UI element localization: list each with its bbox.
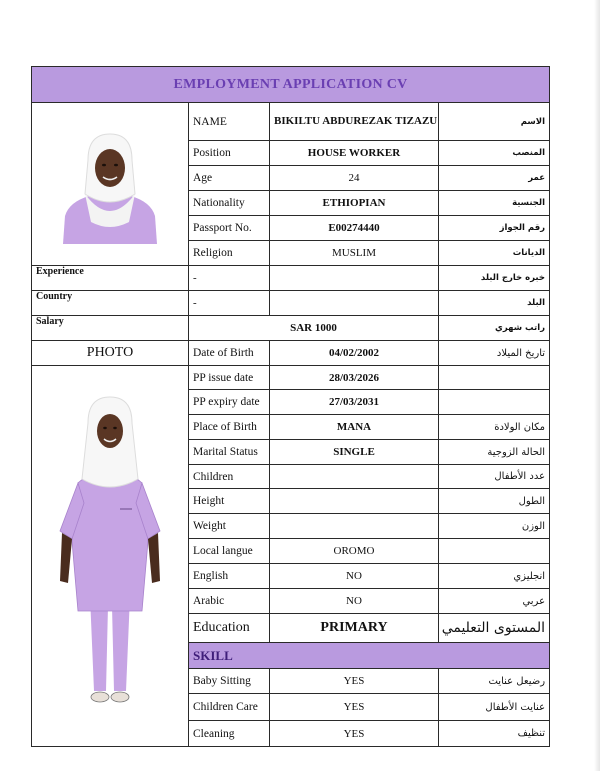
- skill-value-baby-sitting: YES: [270, 669, 439, 694]
- field-label-children: Children: [189, 465, 270, 489]
- field-arabic-dob: تاريخ الميلاد: [439, 341, 550, 366]
- full-body-image: [50, 391, 170, 721]
- field-value-arabic: NO: [270, 589, 439, 614]
- country-value: -: [189, 291, 270, 316]
- field-label-name: NAME: [189, 103, 270, 141]
- full-body-photo: [32, 366, 189, 747]
- experience-value: -: [189, 266, 270, 291]
- skill-label-baby-sitting: Baby Sitting: [189, 669, 270, 694]
- field-arabic-marital-status: الحالة الزوجية: [439, 440, 550, 465]
- salary-arabic: راتب شهري: [439, 316, 550, 341]
- field-value-religion: MUSLIM: [270, 241, 439, 266]
- skill-value-cleaning: YES: [270, 721, 439, 747]
- field-value-place-of-birth: MANA: [270, 415, 439, 440]
- field-arabic-pp-issue: [439, 366, 550, 390]
- field-value-marital-status: SINGLE: [270, 440, 439, 465]
- field-label-local-language: Local langue: [189, 539, 270, 564]
- field-value-pp-issue: 28/03/2026: [270, 366, 439, 390]
- field-value-pp-expiry: 27/03/2031: [270, 390, 439, 415]
- field-arabic-religion: الديانات: [439, 241, 550, 266]
- field-arabic-position: المنصب: [439, 141, 550, 166]
- field-label-nationality: Nationality: [189, 191, 270, 216]
- field-label-arabic: Arabic: [189, 589, 270, 614]
- skill-arabic-children-care: عنايت الأطفال: [439, 694, 550, 721]
- field-arabic-name: الاسم: [439, 103, 550, 141]
- field-arabic-arabic: عربي: [439, 589, 550, 614]
- headshot-photo: [32, 103, 189, 266]
- field-label-position: Position: [189, 141, 270, 166]
- field-label-pp-issue: PP issue date: [189, 366, 270, 390]
- field-label-age: Age: [189, 166, 270, 191]
- field-arabic-pp-expiry: [439, 390, 550, 415]
- field-arabic-place-of-birth: مكان الولادة: [439, 415, 550, 440]
- field-label-religion: Religion: [189, 241, 270, 266]
- skill-label-children-care: Children Care: [189, 694, 270, 721]
- field-value-children: [270, 465, 439, 489]
- country-label: Country: [32, 291, 189, 316]
- salary-label: Salary: [32, 316, 189, 341]
- field-arabic-height: الطول: [439, 489, 550, 514]
- field-value-age: 24: [270, 166, 439, 191]
- cv-title: EMPLOYMENT APPLICATION CV: [32, 67, 550, 103]
- field-value-nationality: ETHIOPIAN: [270, 191, 439, 216]
- headshot-image: [55, 124, 165, 244]
- field-label-height: Height: [189, 489, 270, 514]
- field-value-english: NO: [270, 564, 439, 589]
- salary-value: SAR 1000: [189, 316, 439, 341]
- experience-label: Experience: [32, 266, 189, 291]
- field-label-weight: Weight: [189, 514, 270, 539]
- skill-value-children-care: YES: [270, 694, 439, 721]
- cv-table: [31, 66, 550, 747]
- field-value-weight: [270, 514, 439, 539]
- field-label-place-of-birth: Place of Birth: [189, 415, 270, 440]
- experience-arabic: خبره خارج البلد: [439, 266, 550, 291]
- country-arabic: البلد: [439, 291, 550, 316]
- field-arabic-nationality: الجنسية: [439, 191, 550, 216]
- skill-arabic-baby-sitting: رضيعل عنايت: [439, 669, 550, 694]
- skill-arabic-cleaning: تنظيف: [439, 721, 550, 747]
- field-value-education: PRIMARY: [270, 614, 439, 643]
- field-arabic-passport: رقم الجواز: [439, 216, 550, 241]
- field-value-dob: 04/02/2002: [270, 341, 439, 366]
- field-label-passport: Passport No.: [189, 216, 270, 241]
- field-value-position: HOUSE WORKER: [270, 141, 439, 166]
- field-arabic-age: عمر: [439, 166, 550, 191]
- field-arabic-local-language: [439, 539, 550, 564]
- field-value-passport: E00274440: [270, 216, 439, 241]
- field-value-name: BIKILTU ABDUREZAK TIZAZU: [270, 103, 439, 141]
- skill-header: SKILL: [189, 643, 550, 669]
- field-label-dob: Date of Birth: [189, 341, 270, 366]
- field-label-pp-expiry: PP expiry date: [189, 390, 270, 415]
- field-arabic-education: المستوى التعليمي: [439, 614, 550, 643]
- photo-label: PHOTO: [32, 341, 189, 366]
- field-value-height: [270, 489, 439, 514]
- field-arabic-children: عدد الأطفال: [439, 465, 550, 489]
- field-label-marital-status: Marital Status: [189, 440, 270, 465]
- skill-label-cleaning: Cleaning: [189, 721, 270, 747]
- field-arabic-english: انجليزي: [439, 564, 550, 589]
- field-label-education: Education: [189, 614, 270, 643]
- page-edge-shadow: [594, 0, 600, 771]
- field-arabic-weight: الوزن: [439, 514, 550, 539]
- field-value-local-language: OROMO: [270, 539, 439, 564]
- field-label-english: English: [189, 564, 270, 589]
